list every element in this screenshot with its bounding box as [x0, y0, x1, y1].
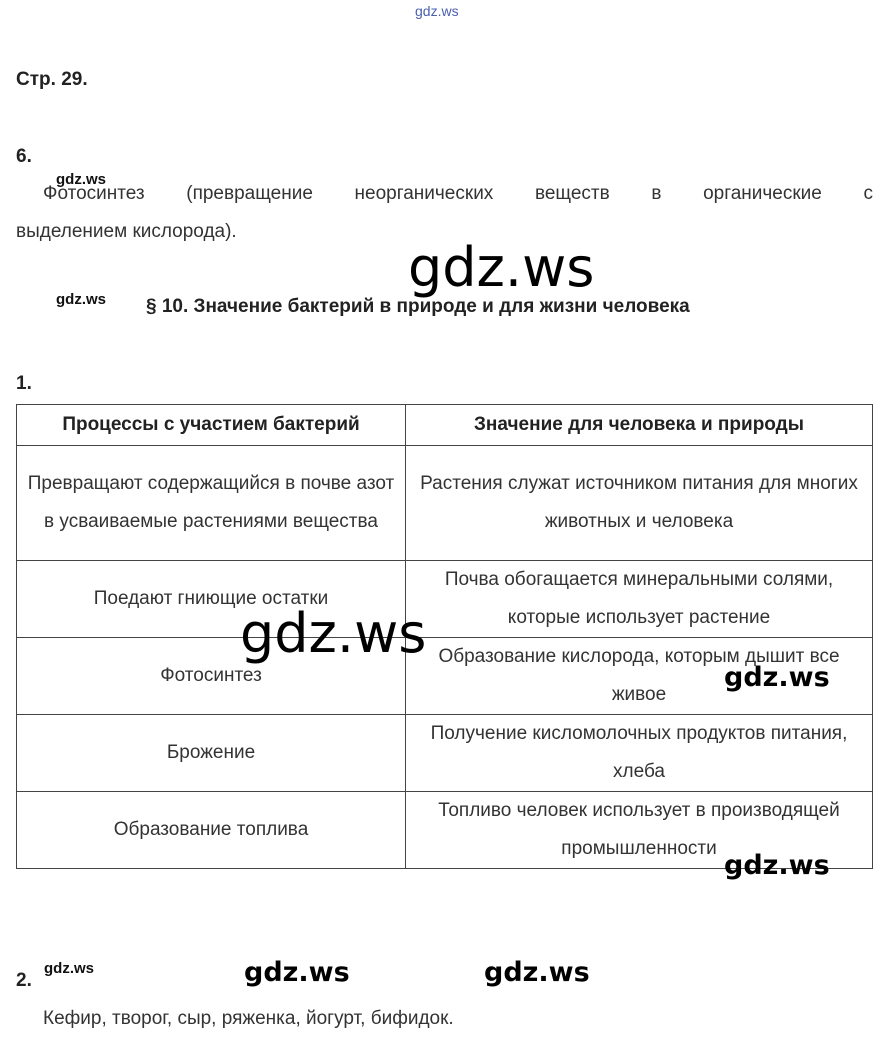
column-header: Процессы с участием бактерий	[17, 405, 406, 446]
watermark-medium: gdz.ws	[484, 957, 590, 988]
watermark-small: gdz.ws	[56, 291, 107, 308]
task-2-answer: Кефир, творог, сыр, ряженка, йогурт, бифидок.	[43, 1008, 454, 1029]
bacteria-processes-table	[16, 404, 873, 869]
watermark-medium: gdz.ws	[244, 957, 350, 988]
page-reference: Стр. 29.	[16, 69, 88, 90]
table-row	[17, 561, 873, 638]
table-cell: Образование топлива	[17, 792, 406, 869]
table-cell: Брожение	[17, 715, 406, 792]
task-6-answer-line-1: Фотосинтез (превращение неорганических веществ в органические с	[43, 183, 873, 204]
watermark-small: gdz.ws	[56, 171, 107, 188]
table-cell: Фотосинтез	[17, 638, 406, 715]
watermark-small: gdz.ws	[44, 960, 95, 977]
table-cell: Топливо человек использует в производящей промышленности	[406, 792, 873, 869]
table-cell: Почва обогащается минеральными солями, которые использует растение	[406, 561, 873, 638]
table-cell: Получение кисломолочных продуктов питания, хлеба	[406, 715, 873, 792]
table-cell: Превращают содержащийся в почве азот в усваиваемые растениями вещества	[17, 446, 406, 561]
watermark-medium: gdz.ws	[724, 662, 830, 693]
watermark-medium: gdz.ws	[724, 850, 830, 881]
task-2-number: 2.	[16, 970, 32, 991]
table-cell: Поедают гниющие остатки	[17, 561, 406, 638]
table-cell: Растения служат источником питания для многих животных и человека	[406, 446, 873, 561]
task-1-number: 1.	[16, 373, 32, 394]
watermark-large: gdz.ws	[240, 602, 427, 665]
task-6-number: 6.	[16, 146, 32, 167]
column-header: Значение для человека и природы	[406, 405, 873, 446]
table-cell: Образование кислорода, которым дышит все живое	[406, 638, 873, 715]
watermark-large: gdz.ws	[408, 236, 595, 299]
section-title: § 10. Значение бактерий в природе и для жизни человека	[146, 296, 690, 317]
table-row	[17, 715, 873, 792]
table-header-row	[17, 405, 873, 446]
table-row	[17, 446, 873, 561]
task-6-answer-line-2: выделением кислорода).	[16, 221, 237, 242]
watermark-top: gdz.ws	[415, 3, 459, 19]
